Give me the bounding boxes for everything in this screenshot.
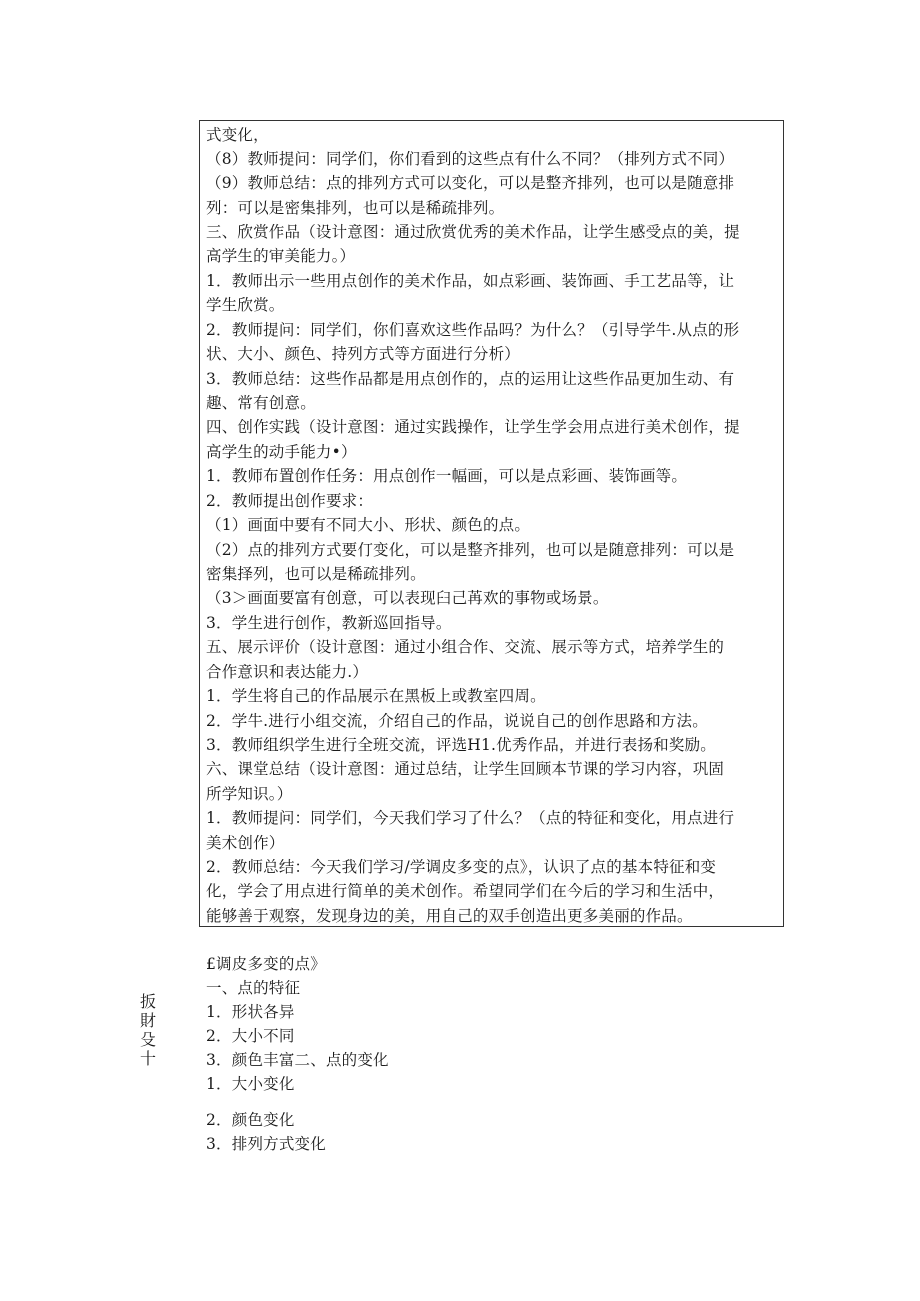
- plan-line: （3＞画面要富有创意，可以表现臼己苒欢的事物或场景。: [206, 589, 609, 607]
- plan-line: 学生欣赏。: [206, 296, 285, 314]
- plan-line: 1．教师出示一些用点创作的美术作品，如点彩画、装饰画、手工艺品等，让: [206, 272, 735, 290]
- plan-line: 六、课堂总结（设计意图：通过总结，让学生回顾本节课的学习内容，巩固: [206, 760, 725, 778]
- board-title: £调皮多变的点》: [206, 955, 326, 973]
- plan-line: 2．教师总结：今天我们学习/学调皮多变的点》，认识了点的基本特征和变: [206, 858, 717, 876]
- plan-line: 化，学会了用点进行简单的美术创作。希望同学们在今后的学习和生活中，: [206, 882, 725, 900]
- board-line: 1．大小变化: [206, 1075, 295, 1093]
- plan-line: 2．教师提出创作要求：: [206, 492, 374, 510]
- plan-line: 1．学生将自己的作品展示在黑板上或教室四周。: [206, 687, 546, 705]
- plan-line: 3．学生进行创作，教新巡回指导。: [206, 614, 452, 632]
- plan-line: 列：可以是密集排列，也可以是稀疏排列。: [206, 199, 505, 217]
- board-line: 3．颜色丰富二、点的变化: [206, 1051, 389, 1069]
- board-line: 1．形状各异: [206, 1003, 295, 1021]
- plan-line: 密集择列，也可以是稀疏排列。: [206, 565, 426, 583]
- plan-line: 状、大小、颜色、持列方式等方面进行分析）: [206, 345, 521, 363]
- plan-line: （1）画面中要有不同大小、形状、颜色的点。: [206, 516, 531, 534]
- plan-line: （9）教师总结：点的排列方式可以变化，可以是整齐排列，也可以是随意排: [206, 174, 735, 192]
- plan-line: 合作意识和表达能力.）: [206, 663, 369, 681]
- plan-line: 1．教师提问：同学们，今天我们学习了什么？（点的特征和变化，用点进行: [206, 809, 735, 827]
- plan-line: 趣、常有创意。: [206, 394, 316, 412]
- board-line: 2．大小不同: [206, 1027, 295, 1045]
- plan-line: 2．学牛.进行小组交流，介绍自己的作品，说说自己的创作思路和方法。: [206, 712, 708, 730]
- plan-line: 3．教师总结：这些作品都是用点创作的，点的运用让这些作品更加生动、有: [206, 370, 735, 388]
- plan-line: 五、展示评价（设计意图：通过小组合作、交流、展示等方式，培养学生的: [206, 638, 725, 656]
- plan-line: 美术创作）: [206, 834, 285, 852]
- plan-line: 三、欣赏作品（设计意图：通过欣赏优秀的美术作品，让学生感受点的美，提: [206, 223, 740, 241]
- board-design-label: 扳財殳十: [139, 992, 156, 1068]
- board-line: 3．排列方式变化: [206, 1135, 326, 1153]
- plan-line: 能够善于观察，发现身边的美，用自己的双手创造出更多美丽的作品。: [206, 907, 693, 925]
- plan-line: 3．教师组织学生进行全班交流，评选H1.优秀作品，并进行表扬和奖励。: [206, 736, 716, 754]
- plan-line: 高学生的动手能力•）: [206, 443, 357, 461]
- plan-line: （8）教师提问：同学们，你们看到的这些点有什么不同？（排列方式不同）: [206, 150, 735, 168]
- plan-line: （2）点的排列方式要仃变化，可以是整齐排列，也可以是随意排列：可以是: [206, 541, 735, 559]
- plan-line: 2．教师提问：同学们，你们喜欢这些作品吗？为什么？（引导学牛.从点的形: [206, 321, 740, 339]
- plan-line: 四、创作实践（设计意图：通过实践操作，让学生学会用点进行美术创作，提: [206, 418, 740, 436]
- board-line: 一、点的特征: [206, 979, 301, 997]
- board-line: 2．颜色变化: [206, 1111, 295, 1129]
- plan-line: 1．教师布置创作任务：用点创作一幅画，可以是点彩画、装饰画等。: [206, 467, 688, 485]
- plan-line: 高学生的审美能力。）: [206, 247, 356, 265]
- plan-line: 所学知识。）: [206, 785, 293, 803]
- plan-line: 式变化，: [206, 126, 269, 144]
